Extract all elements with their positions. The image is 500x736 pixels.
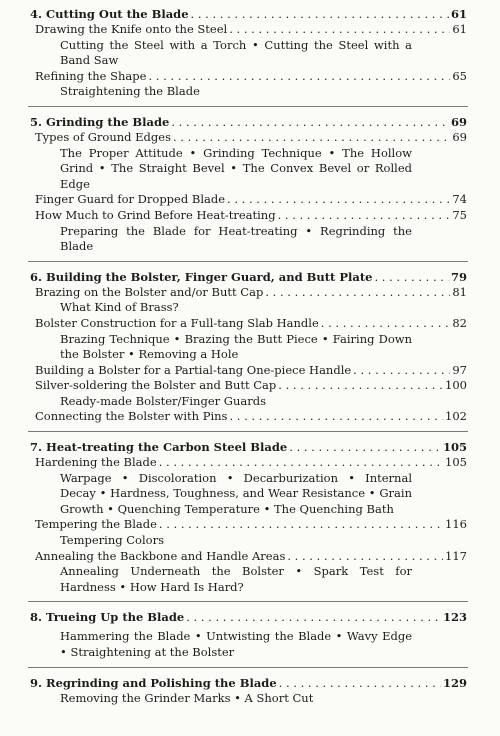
chapter-title-row[interactable] (30, 675, 467, 691)
chapter-divider (28, 261, 468, 262)
section-row[interactable] (30, 285, 467, 301)
section-page: 75 (452, 207, 467, 222)
section-title: Drawing the Knife onto the Steel (35, 22, 228, 36)
chapter-title-row[interactable] (30, 269, 467, 285)
section-row[interactable] (30, 455, 467, 471)
section-page: 65 (452, 68, 467, 83)
section-row[interactable] (30, 192, 467, 208)
chapter-title-row[interactable] (30, 609, 467, 625)
section-page: 117 (445, 548, 467, 563)
subsection-list: Tempering Colors (60, 533, 164, 548)
chapter-title: 9. Regrinding and Polishing the Blade (30, 675, 277, 690)
section-row[interactable] (30, 316, 467, 332)
leader-dots (279, 675, 441, 691)
chapter-title: 4. Cutting Out the Blade (30, 7, 189, 21)
section-title: Annealing the Backbone and Handle Areas (35, 548, 286, 563)
leader-dots (265, 285, 450, 301)
chapter-divider (28, 106, 468, 107)
leader-dots (173, 130, 450, 146)
table-of-contents (30, 6, 467, 706)
leader-dots (321, 316, 451, 332)
section-page: 100 (445, 378, 467, 393)
leader-dots (374, 269, 449, 285)
subsection-list: Hammering the Blade • Untwisting the Blade • Wavy Edge • Straightening at the Bolster (60, 629, 412, 659)
leader-dots (148, 69, 450, 85)
chapter-page: 69 (450, 114, 467, 129)
chapter-title-row[interactable] (30, 439, 467, 455)
chapter-page: 123 (442, 610, 467, 625)
leader-dots (287, 549, 443, 565)
subsection-list: Straightening the Blade (60, 84, 200, 99)
chapter-page: 129 (442, 675, 467, 690)
chapter-5 (30, 114, 467, 255)
section-title: Types of Ground Edges (35, 129, 171, 144)
subsection-list: Cutting the Steel with a Torch • Cutting the Steel with a Band Saw (60, 37, 412, 68)
chapter-title: 6. Building the Bolster, Finger Guard, and Butt Plate (30, 269, 373, 284)
chapter-page: 79 (450, 269, 467, 284)
section-title: Tempering the Blade (35, 517, 157, 532)
section-title: Brazing on the Bolster and/or Butt Cap (35, 284, 264, 299)
section-title: Silver-soldering the Bolster and Butt Cap (35, 378, 277, 393)
section-page: 81 (452, 284, 467, 299)
subsection-list: The Proper Attitude • Grinding Technique • The Hollow Grind • The Straight Bevel • The Convex Bevel or Rolled Edge (60, 145, 412, 191)
section-row[interactable] (30, 517, 467, 533)
leader-dots (186, 609, 441, 625)
section-page: 74 (452, 192, 467, 207)
section-page: 116 (445, 517, 467, 532)
section-title: Finger Guard for Dropped Blade (35, 192, 226, 207)
subsection-list: Brazing Technique • Brazing the Butt Piece • Fairing Down the Bolster • Removing a Hole (60, 331, 412, 362)
section-page: 69 (452, 129, 467, 144)
chapter-4 (30, 6, 467, 100)
leader-dots (171, 114, 449, 130)
chapter-title: 5. Grinding the Blade (30, 114, 170, 129)
chapter-divider (28, 601, 468, 602)
chapter-page: 61 (450, 7, 467, 21)
subsection-list: Removing the Grinder Marks • A Short Cut (60, 690, 314, 705)
chapter-divider (28, 431, 468, 432)
section-title: Hardening the Blade (35, 455, 157, 470)
section-title: Refining the Shape (35, 68, 147, 83)
subsection-list: Preparing the Blade for Heat-treating • Regrinding the Blade (60, 223, 412, 254)
section-title: Building a Bolster for a Partial-tang One-piece Handle (35, 362, 352, 377)
section-page: 61 (452, 22, 467, 36)
chapter-7 (30, 439, 467, 595)
section-page: 82 (452, 315, 467, 330)
chapter-title: 8. Trueing Up the Blade (30, 610, 185, 625)
section-row[interactable] (30, 130, 467, 146)
leader-dots (227, 192, 450, 208)
section-title: Connecting the Bolster with Pins (35, 409, 228, 424)
section-row[interactable] (30, 22, 467, 38)
chapter-title-row[interactable] (30, 114, 467, 130)
subsection-list: Ready-made Bolster/Finger Guards (60, 393, 266, 408)
chapter-page: 105 (442, 440, 467, 455)
section-row[interactable] (30, 378, 467, 394)
section-page: 105 (445, 455, 467, 470)
leader-dots (278, 208, 451, 224)
section-title: Bolster Construction for a Full-tang Slab Handle (35, 315, 319, 330)
section-row[interactable] (30, 549, 467, 565)
section-row[interactable] (30, 69, 467, 85)
chapter-divider (28, 667, 468, 668)
leader-dots (159, 455, 443, 471)
subsection-list: Warpage • Discoloration • Decarburization • Internal Decay • Hardness, Toughness, and Wear Resistance • Grain Growth • Quenching Temperature • The Quenching Bath (60, 470, 412, 516)
chapter-6 (30, 269, 467, 425)
subsection-list: What Kind of Brass? (60, 300, 179, 315)
leader-dots (353, 363, 450, 379)
leader-dots (278, 378, 443, 394)
section-page: 97 (452, 362, 467, 377)
leader-dots (229, 22, 450, 38)
chapter-8 (30, 609, 467, 660)
chapter-title-row[interactable] (30, 6, 467, 22)
chapter-9 (30, 675, 467, 707)
leader-dots (191, 6, 449, 22)
leader-dots (289, 439, 441, 455)
subsection-list: Annealing Underneath the Bolster • Spark Test for Hardness • How Hard Is Hard? (60, 564, 412, 594)
section-title: How Much to Grind Before Heat-treating (35, 207, 276, 222)
section-page: 102 (445, 409, 467, 424)
section-row[interactable] (30, 208, 467, 224)
section-row[interactable] (30, 363, 467, 379)
leader-dots (229, 409, 443, 425)
chapter-title: 7. Heat-treating the Carbon Steel Blade (30, 440, 288, 455)
leader-dots (159, 517, 443, 533)
section-row[interactable] (30, 409, 467, 425)
